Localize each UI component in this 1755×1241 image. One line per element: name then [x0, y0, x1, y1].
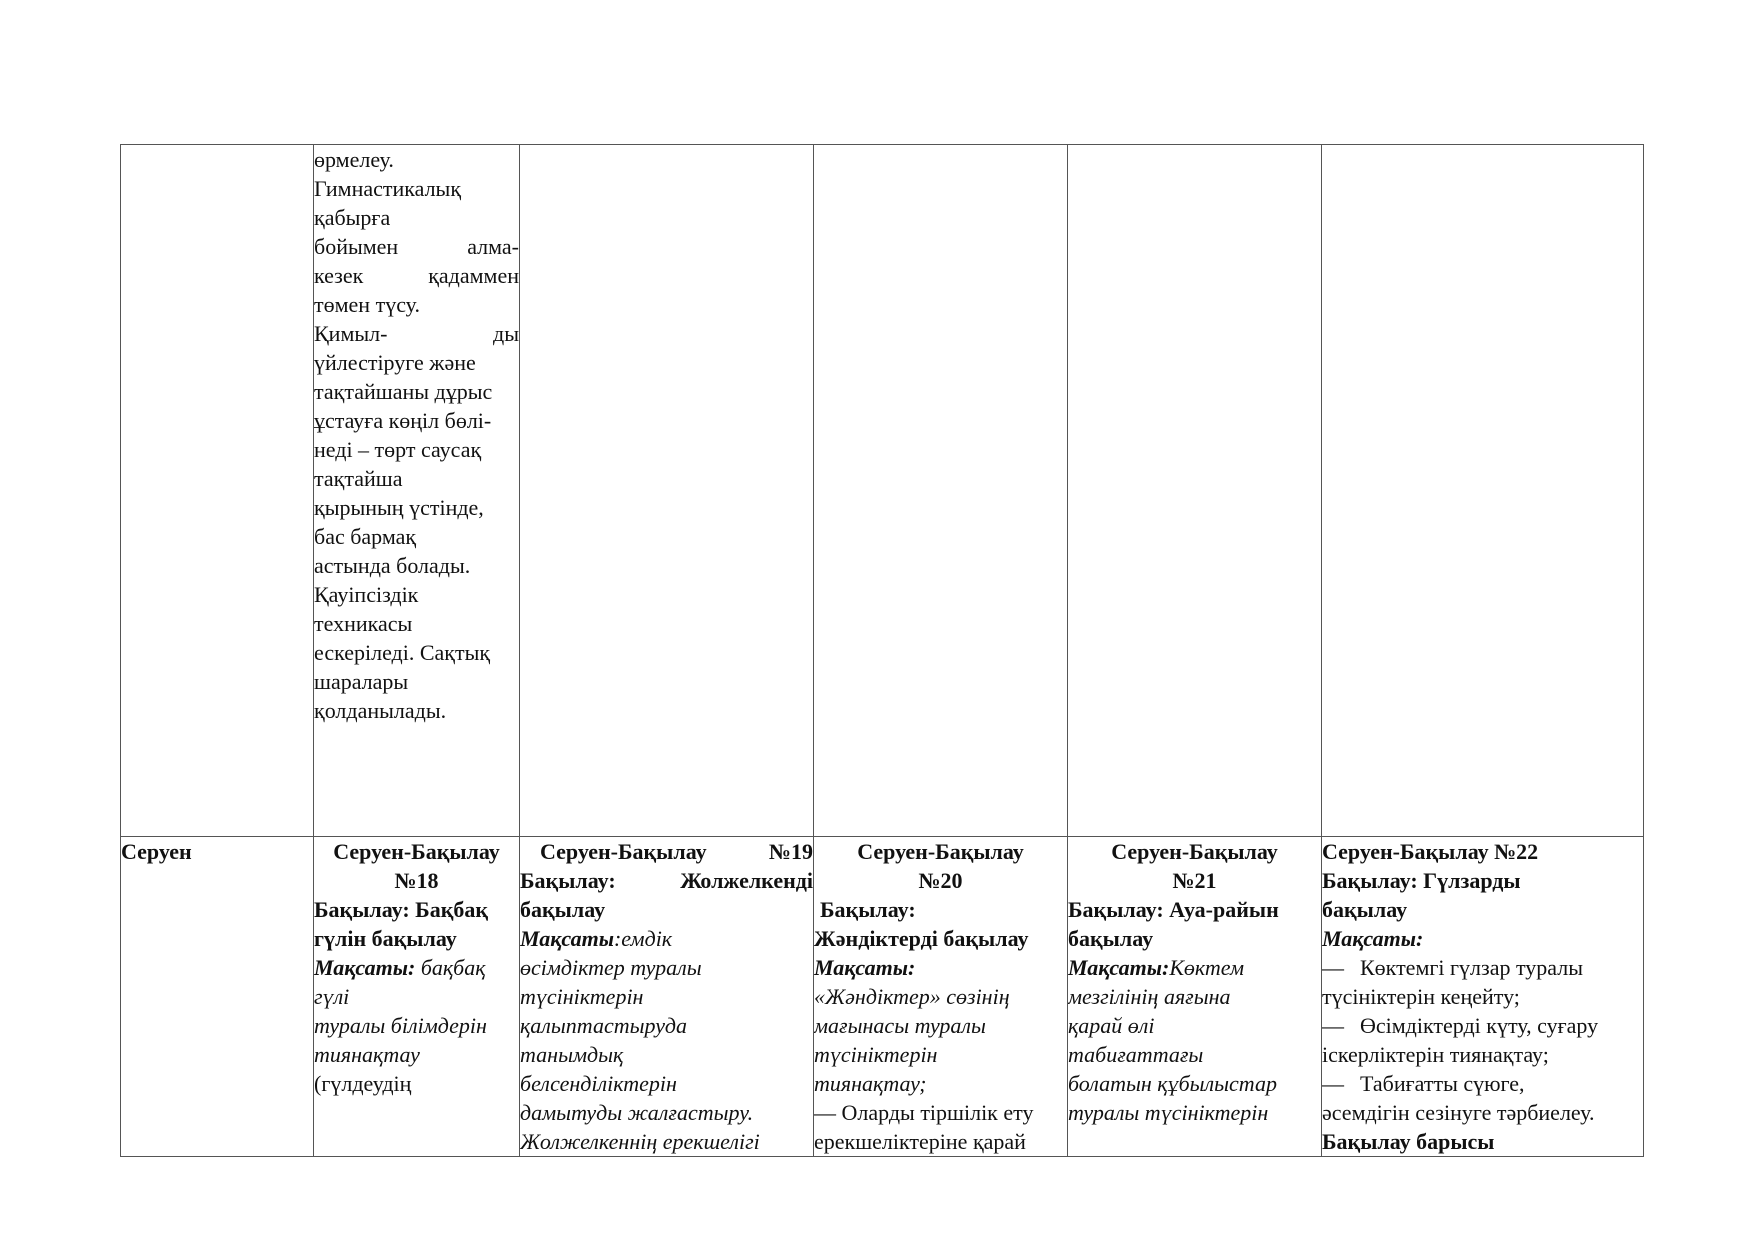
description-line: қолданылады. [314, 698, 447, 723]
description-word: ды [493, 321, 519, 346]
goal-text: болатын құбылыстар [1068, 1071, 1277, 1096]
observation-title: Бақылау: Ауа-райын [1068, 897, 1279, 922]
observation-title-cont: бақылау [520, 897, 606, 922]
observation-title: Бақылау: Жолжелкенді [520, 868, 813, 893]
description-line [314, 319, 519, 348]
goal-text: мағынасы туралы [814, 1013, 986, 1038]
goal-text: :емдік [613, 926, 673, 951]
walk-title: Серуен-Бақылау [333, 839, 500, 864]
walk-number: №20 [918, 868, 963, 893]
goal-text: өсімдіктер туралы [520, 955, 702, 980]
walk-number: №21 [1172, 868, 1217, 893]
empty-cell [520, 145, 814, 837]
goal-text: «Жәндіктер» сөзінің [814, 984, 1010, 1009]
label-cell-empty [121, 145, 314, 837]
goal-text: танымдық [520, 1042, 624, 1067]
description-line [314, 232, 519, 261]
bullet-dash: — [1322, 955, 1344, 980]
goal-text: түсініктерін [814, 1042, 938, 1067]
table-row [121, 837, 1644, 1157]
description-line: астында болады. [314, 553, 471, 578]
description-line: Қауіпсіздік [314, 582, 419, 607]
goal-text: түсініктерін [520, 984, 644, 1009]
description-line: Гимнастикалық [314, 176, 462, 201]
walk-observation-22 [1322, 837, 1644, 1157]
goal-text: Көктемгі гүлзар туралы [1360, 955, 1584, 980]
description-word: кезек [314, 263, 364, 288]
goal-text: гүлі [314, 984, 350, 1009]
goal-text: қарай өлі [1068, 1013, 1155, 1038]
walk-title: Серуен-Бақылау №22 [1322, 839, 1539, 864]
description-line: неді – төрт саусақ [314, 437, 482, 462]
description-word: алма- [467, 234, 519, 259]
table-row [121, 145, 1644, 837]
goal-label: Мақсаты: [814, 955, 916, 980]
goal-label: Мақсаты: [314, 955, 416, 980]
walk-observation-21 [1068, 837, 1322, 1157]
goal-text: белсенділіктерін [520, 1071, 677, 1096]
empty-cell [1068, 145, 1322, 837]
walk-title: Серуен-Бақылау [1111, 839, 1278, 864]
observation-title-cont: гүлін бақылау [314, 926, 457, 951]
row-label-cell [121, 837, 314, 1157]
description-line: өрмелеу. [314, 147, 394, 172]
goal-label: Мақсаты: [1068, 955, 1170, 980]
goal-text: іскерліктерін тиянақтау; [1322, 1042, 1549, 1067]
goal-text: бақбақ [415, 955, 486, 980]
goal-text: ерекшеліктеріне қарай [814, 1129, 1026, 1154]
goal-label: Мақсаты: [1322, 926, 1424, 951]
description-line: тақтайша [314, 466, 403, 491]
description-line [314, 261, 519, 290]
observation-title-cont: бақылау [1322, 897, 1408, 922]
walk-observation-18 [314, 837, 520, 1157]
description-word: Қимыл- [314, 321, 388, 346]
plan-table [120, 144, 1644, 1157]
walk-observation-19 [520, 837, 814, 1157]
empty-cell [814, 145, 1068, 837]
empty-cell [1322, 145, 1644, 837]
description-line: техникасы [314, 611, 413, 636]
description-line: ұстауға көңіл бөлі- [314, 408, 492, 433]
exercise-description-text [314, 145, 519, 725]
observation-title: Бақылау: Гүлзарды [1322, 868, 1521, 893]
bullet-dash: — [1322, 1071, 1344, 1096]
exercise-description-cell [314, 145, 520, 837]
walk-title: Серуен-Бақылау №19 [540, 839, 813, 864]
observation-title: Бақылау: Бақбақ [314, 897, 489, 922]
description-line: ескеріледі. Сақтық [314, 640, 491, 665]
goal-text: туралы білімдерін [314, 1013, 487, 1038]
walk-number: №18 [394, 868, 439, 893]
goal-text: Өсімдіктерді күту, суғару [1360, 1013, 1599, 1038]
goal-text: Жолжелкеннің ерекшелігі [520, 1129, 760, 1154]
goal-text: түсініктерін кеңейту; [1322, 984, 1520, 1009]
goal-text: Көктем [1169, 955, 1245, 980]
walk-observation-20 [814, 837, 1068, 1157]
observation-title-cont: Жәндіктерді бақылау [814, 926, 1029, 951]
description-word: бойымен [314, 234, 399, 259]
goal-text: тиянақтау [314, 1042, 420, 1067]
description-line: тақтайшаны дұрыс [314, 379, 493, 404]
goal-text: дамытуды жалғастыру. [520, 1100, 754, 1125]
walk-title: Серуен-Бақылау [857, 839, 1024, 864]
row-label: Серуен [121, 839, 192, 864]
description-line: шаралары [314, 669, 409, 694]
goal-text: табиғаттағы [1068, 1042, 1204, 1067]
goal-text: қалыптастыруда [520, 1013, 688, 1038]
goal-text: Табиғатты сүюге, [1360, 1071, 1525, 1096]
goal-text: әсемдігін сезінуге тәрбиелеу. [1322, 1100, 1595, 1125]
description-line: төмен түсу. [314, 292, 420, 317]
description-line: бас бармақ [314, 524, 417, 549]
description-word: қадаммен [428, 263, 519, 288]
bullet-dash: — [1322, 1013, 1344, 1038]
goal-text: тиянақтау; [814, 1071, 927, 1096]
goal-text: туралы түсініктерін [1068, 1100, 1269, 1125]
goal-label: Мақсаты [520, 926, 614, 951]
description-line: үйлестіруге және [314, 350, 476, 375]
goal-text: — Оларды тіршілік ету [814, 1100, 1034, 1125]
description-line: қабырға [314, 205, 391, 230]
description-line: қырының үстінде, [314, 495, 484, 520]
goal-text: (гүлдеудің [314, 1071, 412, 1096]
observation-title-cont: бақылау [1068, 926, 1154, 951]
goal-text: мезгілінің аяғына [1068, 984, 1231, 1009]
observation-title: Бақылау: [820, 897, 916, 922]
observation-progress-heading: Бақылау барысы [1322, 1129, 1495, 1154]
